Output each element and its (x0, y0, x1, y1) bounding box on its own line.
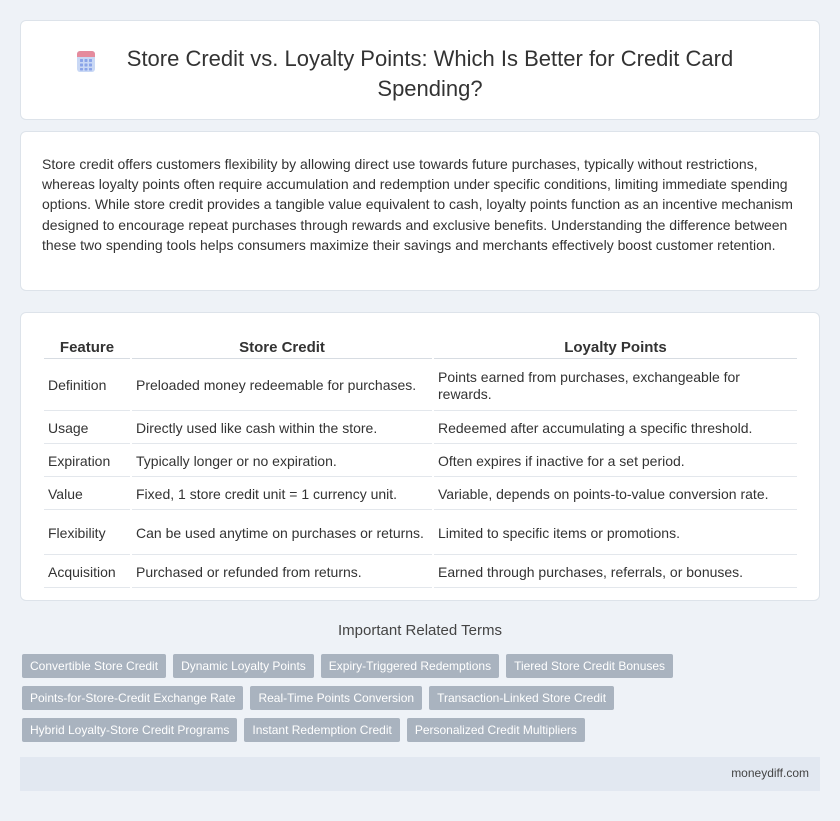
footer (20, 757, 820, 791)
tag-instant-redemption-credit[interactable]: Instant Redemption Credit (244, 718, 399, 742)
tag-hybrid-loyalty-programs[interactable]: Hybrid Loyalty-Store Credit Programs (22, 718, 237, 742)
table-row (44, 557, 797, 588)
row-loyalty-points: Earned through purchases, referrals, or bonuses. (434, 557, 797, 588)
row-loyalty-points: Points earned from purchases, exchangeable for rewards. (434, 361, 797, 411)
tag-real-time-points-conversion[interactable]: Real-Time Points Conversion (250, 686, 422, 710)
row-feature: Usage (44, 413, 130, 444)
tag-expiry-triggered-redemptions[interactable]: Expiry-Triggered Redemptions (321, 654, 499, 678)
table-row (44, 361, 797, 411)
page-title: Store Credit vs. Loyalty Points: Which Is Better for Credit Card Spending? (126, 46, 734, 101)
row-feature: Expiration (44, 446, 130, 477)
row-store-credit: Purchased or refunded from returns. (132, 557, 432, 588)
row-feature: Flexibility (44, 512, 130, 555)
table-header-row (44, 336, 797, 359)
tag-dynamic-loyalty-points[interactable]: Dynamic Loyalty Points (173, 654, 314, 678)
row-loyalty-points: Limited to specific items or promotions. (434, 512, 797, 555)
row-feature: Value (44, 479, 130, 510)
row-feature: Definition (44, 361, 130, 411)
tag-row (22, 686, 782, 710)
row-store-credit: Typically longer or no expiration. (132, 446, 432, 477)
tag-row (22, 654, 782, 678)
row-store-credit: Preloaded money redeemable for purchases. (132, 361, 432, 411)
row-loyalty-points: Variable, depends on points-to-value conversion rate. (434, 479, 797, 510)
row-store-credit: Directly used like cash within the store. (132, 413, 432, 444)
table-row (44, 479, 797, 510)
related-terms-tags (22, 654, 782, 750)
table-row (44, 446, 797, 477)
tag-transaction-linked-store-credit[interactable]: Transaction-Linked Store Credit (429, 686, 614, 710)
tag-points-exchange-rate[interactable]: Points-for-Store-Credit Exchange Rate (22, 686, 243, 710)
table-row (44, 512, 797, 555)
tag-convertible-store-credit[interactable]: Convertible Store Credit (22, 654, 166, 678)
tag-tiered-store-credit-bonuses[interactable]: Tiered Store Credit Bonuses (506, 654, 673, 678)
table-row (44, 413, 797, 444)
comparison-card (20, 312, 820, 601)
related-terms-heading: Important Related Terms (338, 622, 502, 639)
row-store-credit: Fixed, 1 store credit unit = 1 currency unit. (132, 479, 432, 510)
title-card (20, 20, 820, 120)
comparison-table (42, 334, 799, 590)
row-loyalty-points: Redeemed after accumulating a specific threshold. (434, 413, 797, 444)
intro-paragraph: Store credit offers customers flexibility by allowing direct use towards future purchases, typically without restrictions, whereas loyalty points often require accumulation and redemption under specific conditions, limiting immediate spending options. While store credit provides a tangible value equivalent to cash, loyalty points function as an incentive mechanism designed to encourage repeat purchases through rewards and exclusive benefits. Understanding the difference between these two spending tools helps consumers maximize their savings and merchants effectively boost customer retention. (42, 156, 793, 253)
row-store-credit: Can be used anytime on purchases or returns. (132, 512, 432, 555)
header-store-credit: Store Credit (132, 336, 432, 359)
row-feature: Acquisition (44, 557, 130, 588)
header-feature: Feature (44, 336, 130, 359)
tag-personalized-credit-multipliers[interactable]: Personalized Credit Multipliers (407, 718, 585, 742)
footer-site-link[interactable]: moneydiff.com (731, 766, 809, 780)
row-loyalty-points: Often expires if inactive for a set period. (434, 446, 797, 477)
tag-row (22, 718, 782, 742)
intro-card (20, 131, 820, 291)
header-loyalty-points: Loyalty Points (434, 336, 797, 359)
